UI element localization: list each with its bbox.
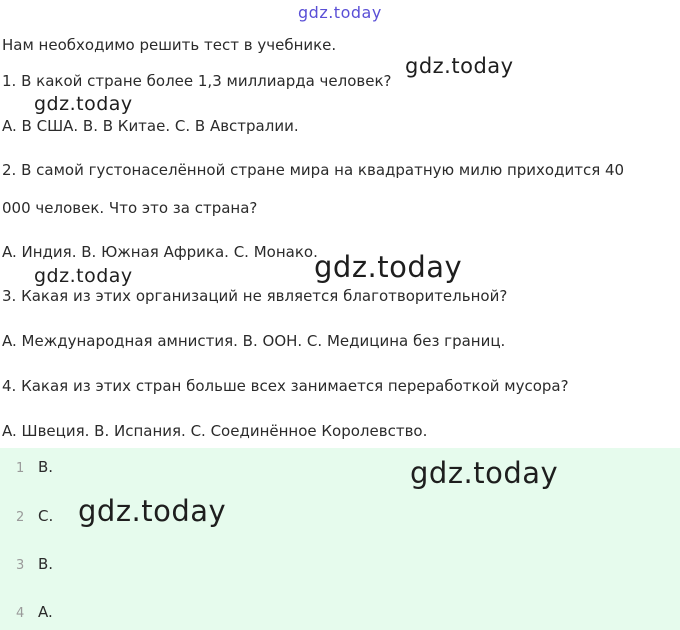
answer-value: A. — [38, 603, 53, 621]
answer-number: 1 — [16, 461, 25, 476]
question-2-line-2: 000 человек. Что это за страна? — [2, 199, 258, 217]
watermark-top: gdz.today — [298, 3, 382, 22]
answer-value: B. — [38, 458, 54, 476]
question-3: 3. Какая из этих организаций не является благотворительной? — [2, 287, 508, 305]
question-3-options: A. Международная амнистия. B. ООН. C. Медицина без границ. — [2, 332, 506, 350]
answer-number: 4 — [16, 606, 25, 621]
answer-number: 2 — [16, 510, 25, 525]
answer-row — [16, 603, 53, 623]
answer-value: B. — [38, 555, 54, 573]
question-1: 1. В какой стране более 1,3 миллиарда человек? — [2, 72, 392, 90]
watermark: gdz.today — [410, 456, 559, 490]
question-4-options: A. Швеция. B. Испания. C. Соединённое Королевство. — [2, 422, 428, 440]
intro-text: Нам необходимо решить тест в учебнике. — [2, 36, 337, 54]
answer-value: C. — [38, 507, 54, 525]
watermark: gdz.today — [34, 265, 133, 287]
watermark: gdz.today — [34, 93, 133, 115]
answer-row — [16, 507, 53, 527]
question-2-options: A. Индия. B. Южная Африка. C. Монако. — [2, 243, 318, 261]
answer-row — [16, 458, 53, 478]
watermark: gdz.today — [78, 494, 227, 528]
watermark: gdz.today — [405, 54, 514, 78]
answer-row — [16, 555, 53, 575]
question-4: 4. Какая из этих стран больше всех занимается переработкой мусора? — [2, 377, 569, 395]
watermark: gdz.today — [314, 250, 463, 284]
answers-panel — [0, 448, 680, 630]
question-1-options: A. В США. B. В Китае. C. В Австралии. — [2, 117, 299, 135]
question-2-line-1: 2. В самой густонаселённой стране мира на квадратную милю приходится 40 — [2, 161, 625, 179]
answer-number: 3 — [16, 558, 25, 573]
